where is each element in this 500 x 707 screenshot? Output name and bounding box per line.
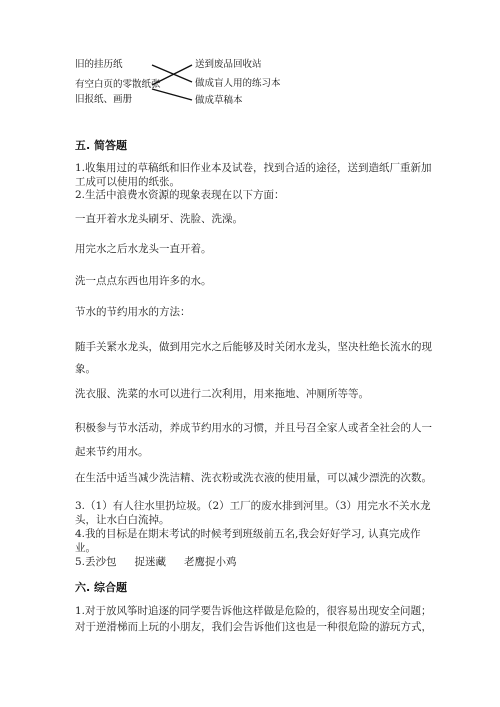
answer-4-line-1: 4.我的目标是在期末考试的时候考到班级前五名,我会好好学习, 认真完成作 (75, 528, 421, 540)
method-2: 洗衣服、洗菜的水可以进行二次利用，用来拖地、冲厕所等等。 (75, 388, 369, 400)
synthesis-answer-1-line-2: 对于逆滑梯而上玩的小朋友，我们会告诉他们这也是一种很危险的游玩方式， (75, 621, 432, 633)
waste-item-1: 一直开着水龙头刷牙、洗脸、洗澡。 (75, 213, 243, 225)
answer-3-line-1: 3.（1）有人往水里扔垃圾。（2）工厂的废水排到河里。（3）用完水不关水龙 (75, 500, 431, 512)
method-3 (75, 416, 435, 464)
waste-item-3: 洗一点点东西也用许多的水。 (75, 275, 212, 287)
matching-diagram (0, 0, 500, 120)
method-1-line-1: 随手关紧水龙头，做到用完水之后能够及时关闭水龙头，坚决杜绝长流水的现 (75, 341, 432, 353)
method-3-line-1: 积极参与节水活动，养成节约用水的习惯，并且号召全家人或者全社会的人一 (75, 422, 432, 434)
method-3-line-2: 起来节约用水。 (75, 446, 149, 458)
answer-4 (75, 527, 435, 555)
synthesis-answer-1-line-1: 1.对于放风筝时追逐的同学要告诉他这样做是危险的，很容易出现安全问题； (75, 605, 432, 617)
answer-5-item-1: 5.丢沙包 (75, 556, 117, 568)
answer-5-item-3: 老鹰捉小鸡 (184, 556, 237, 568)
answer-1-line-2: 工成可以使用的纸张。 (75, 176, 180, 188)
method-4: 在生活中适当减少洗洁精、洗衣粉或洗衣液的使用量，可以减少漂洗的次数。 (75, 472, 432, 484)
waste-item-2: 用完水之后水龙头一直开着。 (75, 243, 212, 255)
section-6-title: 六. 综合题 (75, 581, 128, 594)
answer-3-line-2: 头，让水白白流掉。 (75, 514, 170, 526)
match-left-1: 旧的挂历纸 (75, 59, 123, 70)
answer-1 (75, 161, 435, 189)
method-heading: 节水的节约用水的方法： (75, 306, 191, 318)
answer-2: 2.生活中浪费水资源的现象表现在以下方面： (75, 189, 285, 201)
match-right-1: 送到废品回收站 (195, 59, 262, 70)
match-left-3: 旧报纸、画册 (75, 94, 133, 105)
answer-5-item-2: 捉迷藏 (134, 556, 167, 568)
answer-3 (75, 499, 435, 527)
match-right-2: 做成盲人用的练习本 (195, 78, 281, 89)
method-1 (75, 336, 435, 380)
answer-1-line-1: 1.收集用过的草稿纸和旧作业本及试卷，找到合适的途径，送到造纸厂重新加 (75, 162, 432, 174)
answer-5 (75, 554, 435, 570)
synthesis-answer-1 (75, 603, 435, 635)
answer-4-line-2: 业。 (75, 542, 96, 554)
section-5-title: 五. 简答题 (75, 139, 128, 152)
match-right-3: 做成草稿本 (195, 95, 243, 106)
match-left-2: 有空白页的零散纸张 (75, 79, 161, 90)
method-1-line-2: 象。 (75, 363, 96, 375)
